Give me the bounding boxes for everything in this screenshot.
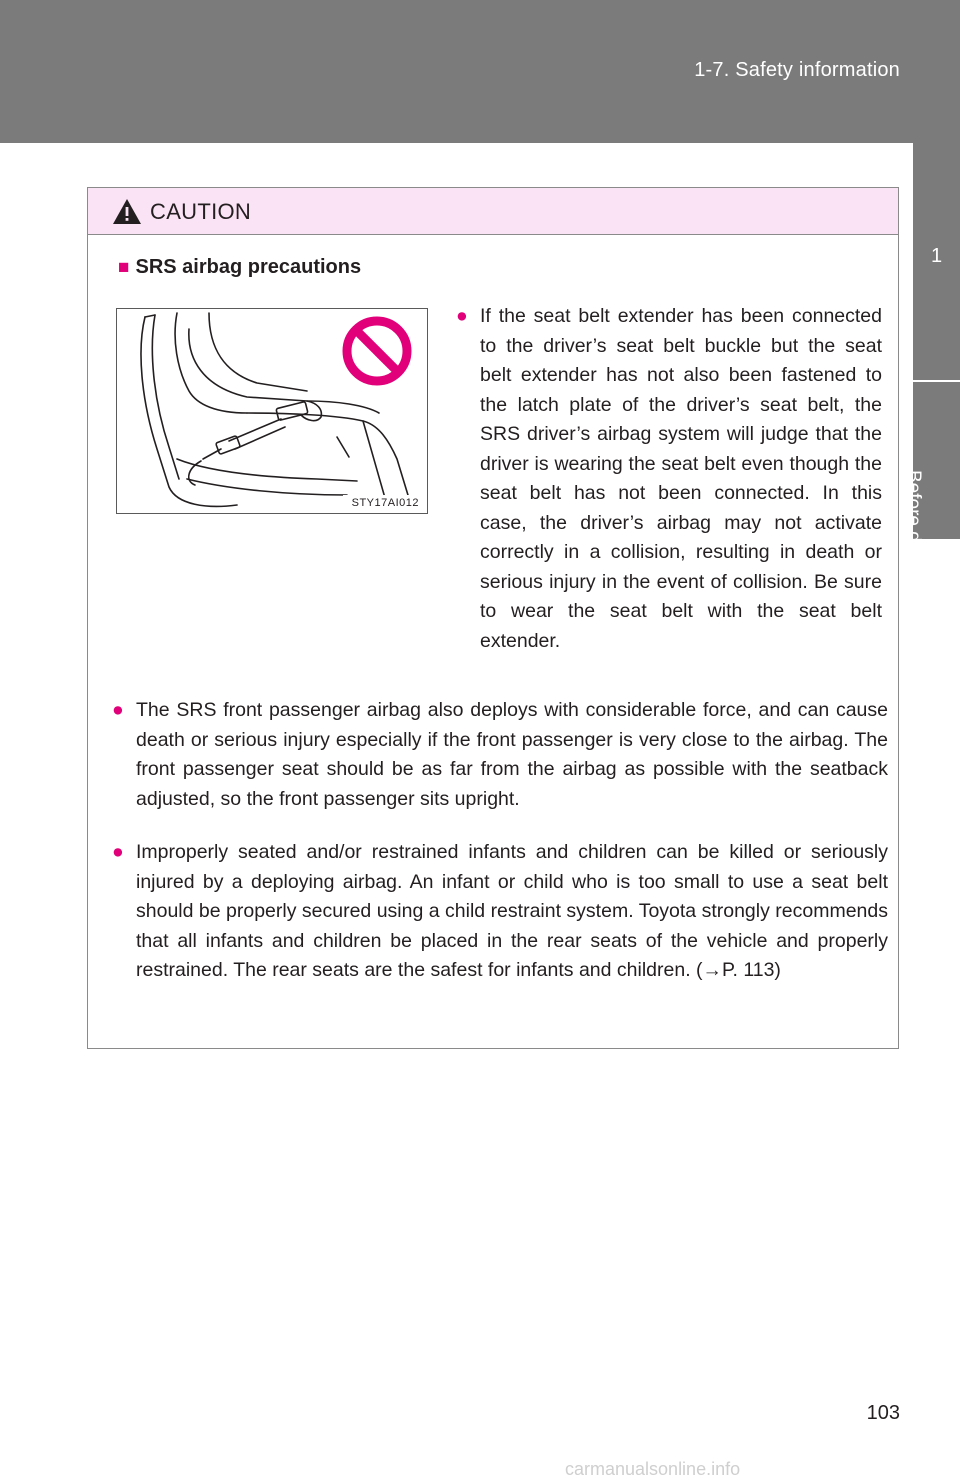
seat-belt-extender-illustration: [116, 308, 428, 514]
seated-driver-drawing: [117, 309, 427, 513]
chapter-number: 1: [930, 245, 943, 267]
bullet-text: Improperly seated and/or restrained infants and children can be killed or seriously injured by a deploying airbag. An infant or child who is too small to use a seat belt should be properly secured using a child restraint system. Toyota strongly recommends that all infants and children be placed in the rear seats of the vehicle and properly restrained. The rear seats are the safest for infants and children. (→P. 113): [136, 841, 888, 981]
page-header: [0, 0, 960, 143]
chapter-number-box: [913, 143, 960, 380]
bullet-item: [456, 302, 882, 656]
square-bullet-icon: ■: [118, 257, 130, 278]
caution-header: [88, 188, 898, 235]
illustration-code: STY17AI012: [351, 497, 419, 509]
caution-box: [87, 187, 899, 1049]
bullet-text: If the seat belt extender has been connected to the driver’s seat belt buckle but the seat belt extender has not also been fastened to the latch plate of the driver’s seat belt, the SRS driver’s airbag system will judge that the driver is wearing the seat belt even though the seat belt has not been connected. In this case, the driver’s airbag may not activate correctly in a collision, resulting in death or serious injury in the event of collision. Be sure to wear the seat belt with the seat belt extender.: [480, 305, 882, 652]
warning-icon: [112, 198, 142, 225]
caution-title: CAUTION: [150, 199, 252, 224]
bullet-item: [112, 838, 888, 986]
chapter-divider: [913, 380, 960, 382]
bullet-dot-icon: ●: [112, 699, 124, 721]
watermark: carmanualsonline.info: [565, 1459, 741, 1479]
bullet-text: The SRS front passenger airbag also deploys with considerable force, and can cause death or serious injury especially if the front passenger is very close to the airbag. The front passenger seat should be as far from the airbag as possible with the seatback adjusted, so the front passenger sits upright.: [136, 699, 888, 810]
section-heading-text: SRS airbag precautions: [135, 256, 362, 278]
bullet-item: [112, 696, 888, 814]
section-title: 1-7. Safety information: [694, 59, 900, 81]
bullet-dot-icon: ●: [456, 305, 468, 327]
chapter-label: Before driving: [903, 470, 924, 588]
bullet-dot-icon: ●: [112, 841, 124, 863]
page-number: 103: [866, 1402, 900, 1424]
section-heading: [118, 256, 361, 279]
